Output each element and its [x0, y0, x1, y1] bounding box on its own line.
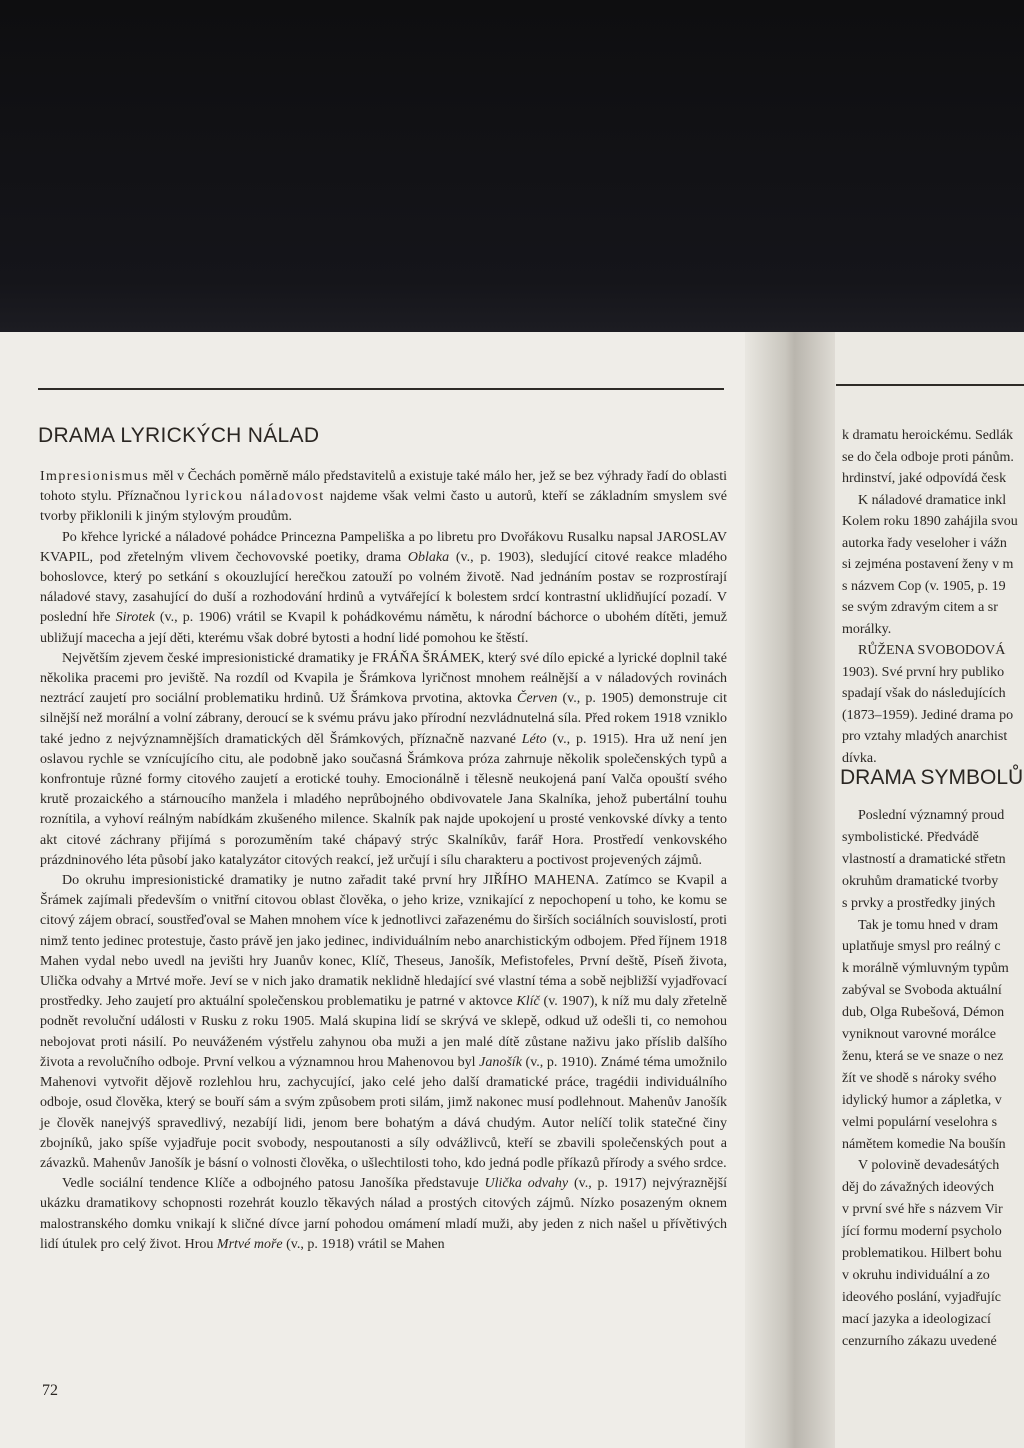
right-text-line: si zejména postavení ženy v m	[842, 557, 1014, 572]
right-text-line: ženu, která se ve snaze o nez	[842, 1048, 1004, 1064]
right-text-line: 1903). Své první hry publiko	[842, 664, 1005, 680]
right-text-line: vyniknout varovné morálce	[842, 1027, 996, 1042]
right-text-line: hrdinství, jaké odpovídá česk	[842, 471, 1007, 486]
paragraph: Do okruhu impresionistické dramatiky je nutno zařadit také první hry JIŘÍHO MAHENA. Zatímco se Kvapil a Šrámek zajímali především o vnitřní citovou oblast člověka, o jeho krize, vznikající z nepochopení u toho, ke komu se citový zájem obrací, soustřeďoval se Mahen mnohem více k jednotlivci zařazenému do širších sociálních souvislostí, proti nimž tento jedinec protestuje, často právě jen jako jedinec, individuálním nebo anarchistickým odbojem. Před říjnem 1918 Mahen vydal nebo uvedl na jevišti hry Juanův konec, Klíč, Theseus, Janošík, Mefistofeles, První deště, Píseň života, Ulička odvahy a Mrtvé moře. Jeví se v nich jako dramatik neklidně hledající své vlastní téma a sobě nejbližší vyjadřovací prostředky. Jeho zaujetí pro aktuální společenskou problematiku je patrné v aktovce Klíč (v. 1907), k níž mu daly zřetelně podnět revoluční události v Rusku z roku 1905. Malá skupina lidí se skrývá ve sklepě, odkud už odešli ti, co nemohou nebojovat proti násilí. Po neuváženém výstřelu zahynou oba muži a jen malé dítě zůstane naživu jako příslib dalšího života a revolučního odboje. První velkou a významnou hrou Mahenovou byl Janošík (v., p. 1910). Známé téma umožnilo Mahenovi vytvořit dějově rozlehlou hru, zachycující, jako celé jeho další dramatické práce, tragédii individuálního odboje, osud člověka, který se bouří sám a svým způsobem proti silám, jimž nakonec musí podlehnout. Mahenův Janošík je člověk nanejvýš spravedlivý, nezabíjí lidi, jenom bere bohatým a dává chudým. Autor nelíčí tolik statečné činy zbojníků, jako spíše vyjadřuje pocit svobody, nespoutanosti a síly odvážlivců, kteří se zbavili společenských pout a závazků. Mahenův Janošík je básní o volnosti člověka, o ušlechtilosti toho, kdo jedná podle příkazů přírody a svého srdce.	[40, 873, 728, 1171]
paragraph: Po křehce lyrické a náladové pohádce Princezna Pampeliška a po libretu pro Dvořákovu Rusalku napsal JAROSLAV KVAPIL, pod zřetelným vlivem čechovovské poetiky, drama Oblaka (v., p. 1903), sledující citové reakce mladého bohoslovce, který po setkání s okouzlující herečkou zatouží po volném životě. Nad jednáním postav se rozprostírají náladové stavy, zasahující do duší a rozhodování hrdinů a vytvářející k bolestem srdcí kontrastní uklidňující pozadí. V poslední hře Sirotek (v., p. 1906) vrátil se Kvapil k pohádkovému námětu, k národní báchorce o ubohém dítěti, jemuž ubližují macecha a její děti, kterému však dobré bytosti a hodní lidé pomohou ke štěstí.	[40, 529, 728, 646]
paragraph: Vedle sociální tendence Klíče a odbojného patosu Janošíka představuje Ulička odvahy (v., p. 1917) nejvýraznější ukázku dramatikovy schopnosti rozehrát kouzlo těkavých nálad a prostých citových zájmů. Nízko posazeným oknem malostranského domku vnikají k sličné dívce jarní pohodou omámení mladí muži, aby jeden z nich našel u přívětivých lidí útulek pro celý život. Hrou Mrtvé moře (v., p. 1918) vrátil se Mahen	[40, 1176, 727, 1252]
right-text-line: k dramatu heroickému. Sedlák	[842, 428, 1014, 443]
right-text-line: se do čela odboje proti pánům.	[842, 449, 1014, 465]
right-text-line: dub, Olga Rubešová, Démon	[842, 1005, 1005, 1021]
right-text-line: idylický humor a zápletka, v	[842, 1092, 1002, 1108]
right-text-line: děj do závažných ideových	[842, 1180, 994, 1196]
right-text-line: uplatňuje smysl pro reálný c	[842, 939, 1001, 955]
right-text-line: ideového poslání, vyjadřujíc	[842, 1289, 1002, 1305]
section-heading: DRAMA LYRICKÝCH NÁLAD	[38, 424, 320, 447]
right-text-line: v první své hře s názvem Vir	[842, 1202, 1003, 1218]
right-text-line: v okruhu individuální a zo	[842, 1267, 990, 1283]
right-text-line: Tak je tomu hned v dram	[858, 917, 999, 933]
right-text-line: Poslední významný proud	[858, 808, 1005, 823]
right-text-line: jící formu moderní psycholo	[842, 1224, 1002, 1240]
right-text-line: dívka.	[842, 750, 877, 766]
body-text	[40, 467, 727, 1255]
section-rule	[38, 388, 724, 390]
right-text-line: autorka řady veseloher i vážn	[842, 535, 1007, 551]
page-number: 72	[42, 1382, 58, 1399]
right-text-line: RŮŽENA SVOBODOVÁ	[858, 643, 1006, 658]
right-text-line: žít ve shodě s nároky svého	[842, 1070, 997, 1086]
section-rule-right	[836, 384, 1024, 386]
right-text-line: spadají však do následujících	[842, 686, 1006, 701]
right-text-line: vlastností a dramatické střetn	[842, 851, 1006, 867]
right-text-line: symbolistické. Předvádě	[842, 829, 979, 845]
book-gutter	[745, 332, 835, 1448]
dark-background-band	[0, 0, 1024, 332]
right-text-line: Kolem roku 1890 zahájila svou	[842, 514, 1018, 529]
right-text-line: (1873–1959). Jediné drama po	[842, 707, 1014, 723]
right-text-line: námětem komedie Na boušín	[842, 1136, 1006, 1152]
right-text-line: mací jazyka a ideologizací	[842, 1311, 991, 1327]
right-text-line: zabýval se Svoboda aktuální	[842, 983, 1002, 999]
right-text-line: K náladové dramatice inkl	[858, 492, 1007, 508]
right-text-line: se svým zdravým citem a sr	[842, 600, 998, 615]
right-text-line: s prvky a prostředky jiných	[842, 895, 996, 911]
right-section-heading: DRAMA SYMBOLŮ	[840, 766, 1024, 789]
paragraph: Impresionismus měl v Čechách poměrně málo představitelů a existuje také málo her, jež se bez výhrady řadí do oblasti tohoto stylu. Příznačnou lyrickou náladovost najdeme však velmi často u autorů, kteří se základním smyslem své tvorby přiklonili k jiným stylovým proudům.	[40, 469, 727, 525]
right-text-line: velmi populární veselohra s	[842, 1114, 998, 1130]
right-text-line: pro vztahy mladých anarchist	[842, 729, 1008, 744]
right-text-line: s názvem Cop (v. 1905, p. 19	[842, 578, 1006, 594]
right-text-line: cenzurního zákazu uvedené	[842, 1333, 997, 1349]
right-text-line: morálky.	[842, 621, 892, 637]
right-text-line: V polovině devadesátých	[858, 1158, 1000, 1174]
right-text-line: okruhům dramatické tvorby	[842, 873, 999, 889]
right-text-line: problematikou. Hilbert bohu	[842, 1246, 1002, 1261]
paragraph: Největším zjevem české impresionistické dramatiky je FRÁŇA ŠRÁMEK, který své dílo epické a lyrické doplnil také několika pracemi pro jeviště. Na rozdíl od Kvapila je Šrámkova lyričnost mnohem reálnější a v náladových rovinách neztrácí zaujetí pro sociální problematiku hrdinů. Už Šrámkova prvotina, aktovka Červen (v., p. 1905) demonstruje cit silnější než morální a volní zábrany, deroucí se k svému právu jako přírodní nezvládnutelná síla. Před rokem 1918 vzniklo také jedno z nejvýznamnějších dramatických děl Šrámkových, příznačně nazvané Léto (v., p. 1915). Hra už není jen oslavou rychle se vznícujícího citu, ale podobně jako současná Šrámkova próza zahrnuje několik společenských typů a konfrontuje různé formy citového zaujetí a erotické touhy. Emocionálně i tělesně neukojená paní Valča opouští svého krutě prozaického a stárnoucího manžela i mladého neprůbojného obdivovatele Jana Skalníka, jehož pubertální touhu roznítila, a vyhoví reálným nabídkám zkušeného milence. Skalník pak najde upokojení u prosté venkovské dívky a tento akt citové záchrany přijímá s porozuměním také chápavý strýc Skalníkův, farář Hora. Prostředí venkovského prázdninového léta působí jako katalyzátor citových reakcí, jež určují i sílu charakteru a poctivost projevených zájmů.	[40, 650, 727, 868]
right-text-line: k morálně výmluvným typům	[842, 961, 1009, 977]
